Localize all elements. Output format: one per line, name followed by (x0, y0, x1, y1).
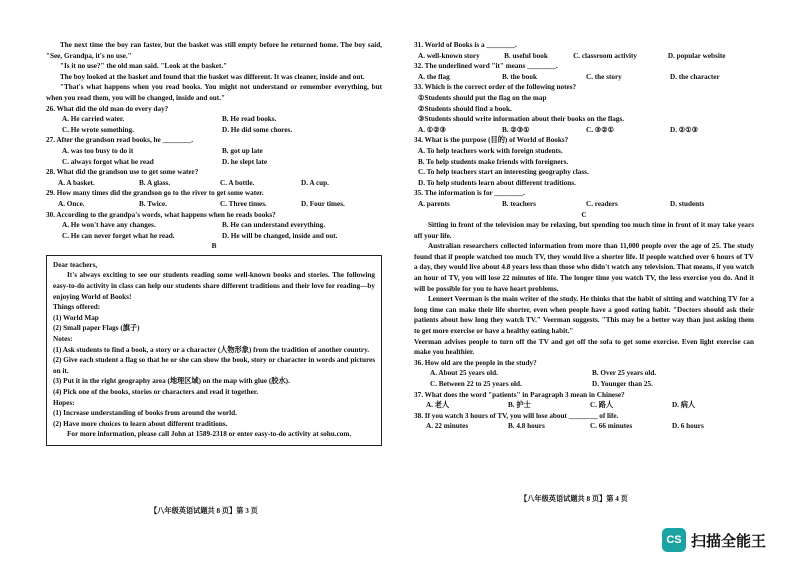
question-26 (46, 104, 382, 136)
notice-greeting: Dear teachers, (53, 260, 98, 269)
things-heading: Things offered: (53, 303, 101, 312)
story-paragraph: The boy looked at the basket and found that the basket was different. It was cleaner, inside and out. (60, 72, 365, 81)
question-33 (414, 82, 754, 135)
notes-item: (1) Ask students to find a book, a story or a character (人物形象) from the tradition of another country. (53, 345, 370, 354)
question-37 (414, 390, 754, 411)
hopes-item: (2) Have more choices to learn about different traditions. (53, 419, 228, 428)
question-text: 26. What did the old man do every day? (46, 104, 169, 113)
option-d: D. the character (670, 72, 720, 81)
option-b: B. ②③① (502, 125, 530, 134)
option-b: B. useful book (504, 51, 548, 60)
question-text: 36. How old are the people in the study? (414, 358, 537, 367)
hopes-item: (1) Increase understanding of books from around the world. (53, 409, 237, 418)
option-d: D. He will be changed, inside and out. (222, 231, 338, 240)
option-a: A. 老人 (426, 401, 450, 410)
contact-info: For more information, please call John at 1589-2318 or enter easy-to-do activity at sohu.com. (67, 430, 352, 439)
notes-item: (3) Put it in the right geography area (地理区域) on the map with glue (胶水). (53, 377, 290, 386)
option-b: B. To help students make friends with foreigners. (418, 157, 569, 166)
section-label-b: B (211, 242, 217, 251)
page-footer-right: 【八年级英语试题共 8 页】第 4 页 (520, 495, 628, 503)
story-paragraph: The next time the boy ran faster, but the basket was still empty before he returned home. The boy said, "See, Grandpa, it's no use." (46, 41, 382, 60)
question-text: 37. What does the word "patients" in Paragraph 3 mean in Chinese? (414, 390, 625, 399)
option-b: B. A glass. (139, 178, 171, 187)
story-paragraph: "That's what happens when you read books. You might not understand or remember everything, but when you read them, you will be changed, inside and out." (46, 83, 382, 102)
option-c: C. readers (586, 199, 618, 208)
option-d: D. A cup. (301, 178, 329, 187)
option-a: A. 22 minutes (426, 422, 469, 431)
option-a: A. the flag (418, 72, 450, 81)
question-28 (46, 167, 382, 188)
option-c: C. ③②① (586, 125, 615, 134)
question-38 (414, 411, 754, 432)
option-a: A. He won't have any changes. (62, 221, 156, 230)
option-a: A. was too busy to do it (62, 146, 134, 155)
left-page (46, 40, 382, 446)
question-31 (414, 40, 754, 61)
option-a: A. ①②③ (418, 125, 447, 134)
option-d: D. To help students learn about different traditions. (418, 178, 576, 187)
option-d: D. 6 hours (672, 422, 704, 431)
hopes-heading: Hopes: (53, 398, 75, 407)
question-29 (46, 188, 382, 209)
option-c: C. 66 minutes (590, 422, 633, 431)
option-c: C. To help teachers start an interesting geography class. (418, 168, 589, 177)
notes-item: (4) Pick one of the books, stories or characters and read it together. (53, 388, 259, 396)
question-text: 29. How many times did the grandson go to the river to get some water. (46, 189, 264, 198)
option-b: B. Over 25 years old. (592, 369, 657, 378)
option-d: D. popular website (667, 51, 726, 60)
question-text: 31. World of Books is a ________. (414, 41, 517, 49)
option-d: D. 病人 (672, 401, 696, 410)
option-b: B. He read books. (222, 115, 277, 124)
option-c: C. the story (586, 72, 622, 81)
section-label-c: C (581, 210, 587, 219)
question-text: 30. According to the grandpa's words, what happens when he reads books? (46, 210, 276, 219)
passage-paragraph: Veerman advises people to turn off the TV and get off the sofa to get some exercise. Even light exercise can make you healthier. (414, 337, 754, 357)
camscanner-brand-text: 扫描全能王 (691, 531, 767, 550)
notice-box (46, 255, 382, 446)
note-statement: ②Students should find a book. (418, 104, 512, 113)
option-d: D. he slept late (222, 157, 268, 166)
question-text: 38. If you watch 3 hours of TV, you will lose about ________ of life. (414, 411, 619, 420)
things-item: (2) Small paper Flags (旗子) (53, 324, 140, 333)
option-c: C. He can never forget what he read. (62, 231, 175, 240)
passage-paragraph: Lennert Veerman is the main writer of the study. He thinks that the habit of sitting and watching TV for a long time can make their life shorter, even when people have a good eating habit. "Doctors should ask their patients about how long they watch TV." Veerman suggests. "This may be a better way than just asking them to get more exercise or have a healthy eating habit." (414, 295, 754, 336)
option-b: B. 护士 (508, 401, 531, 410)
option-d: D. He did some chores. (222, 125, 293, 134)
things-item: (1) World Map (53, 313, 99, 322)
question-34 (414, 135, 754, 188)
option-d: D. Younger than 25. (592, 380, 653, 388)
option-b: B. got up late (222, 146, 263, 155)
question-text: 27. After the grandson read books, he ________. (46, 136, 194, 145)
option-d: D. Four times. (301, 199, 345, 208)
question-text: 32. The underlined word "it" means ________. (414, 62, 558, 71)
option-a: A. Once. (58, 199, 85, 208)
page-footer-left: 【八年级英语试题共 8 页】第 3 页 (150, 507, 258, 515)
option-a: A. To help teachers work with foreign students. (418, 146, 563, 155)
question-32 (414, 61, 754, 82)
question-30 (46, 210, 382, 242)
right-page (414, 40, 754, 432)
camscanner-logo-icon: CS (662, 528, 686, 552)
option-b: B. the book (502, 72, 537, 81)
option-d: D. ②①③ (670, 125, 699, 134)
option-a: A. About 25 years old. (430, 369, 498, 378)
option-a: A. He carried water. (62, 115, 125, 124)
passage-paragraph: Sitting in front of the television may be relaxing, but spending too much time in front of it may take years off your life. (414, 221, 754, 240)
note-statement: ①Students should put the flag on the map (418, 93, 547, 102)
option-a: A. A basket. (58, 178, 95, 187)
question-text: 35. The information is for ________. (414, 189, 525, 198)
camscanner-watermark (662, 528, 766, 552)
note-statement: ③Students should write information about their books on the flags. (418, 115, 624, 124)
option-b: B. He can understand everything. (222, 221, 326, 230)
passage-paragraph: Australian researchers collected information from more than 11,000 people over the age of 25. The study found that if people watched too much TV, they would live a shorter life. If people watched over 6 hours of TV a day, they would live about 4.8 years less than those who didn't watch any television. That means, if you watch an hour of TV, you will lose 22 minutes of life. The longer time you watch TV, the less exercise you do. And it will be possible for you to have heart problems. (414, 242, 754, 293)
option-d: D. students (670, 199, 705, 208)
question-text: 33. Which is the correct order of the following notes? (414, 83, 577, 92)
notes-heading: Notes: (53, 335, 73, 344)
option-b: B. 4.8 hours (508, 422, 545, 431)
option-c: C. A bottle. (220, 178, 255, 187)
question-35 (414, 188, 754, 209)
question-text: 34. What is the purpose (目的) of World of Books? (414, 136, 569, 145)
option-c: C. 路人 (590, 401, 614, 410)
question-text: 28. What did the grandson use to get some water? (46, 168, 199, 177)
option-c: C. He wrote something. (62, 125, 134, 134)
option-c: C. Between 22 to 25 years old. (430, 380, 522, 388)
question-36 (414, 358, 754, 390)
option-b: B. teachers (502, 199, 536, 208)
option-a: A. parents (418, 199, 450, 208)
option-a: A. well-known story (418, 51, 480, 60)
option-c: C. Three times. (220, 199, 267, 208)
notice-intro: It's always exciting to see our students reading some well-known books and stories. The following easy-to-do activity in class can help our students share different traditions and their love for reading—by enjoying World of Books! (53, 271, 375, 301)
question-27 (46, 135, 382, 167)
option-c: C. always forgot what he read (62, 157, 154, 166)
story-paragraph: "Is it no use?" the old man said. "Look at the basket." (60, 62, 228, 71)
notes-item: (2) Give each student a flag so that he or she can show the book, story or character in words and pictures on it. (53, 356, 375, 375)
option-c: C. classroom activity (573, 51, 638, 60)
option-b: B. Twice. (139, 199, 167, 208)
